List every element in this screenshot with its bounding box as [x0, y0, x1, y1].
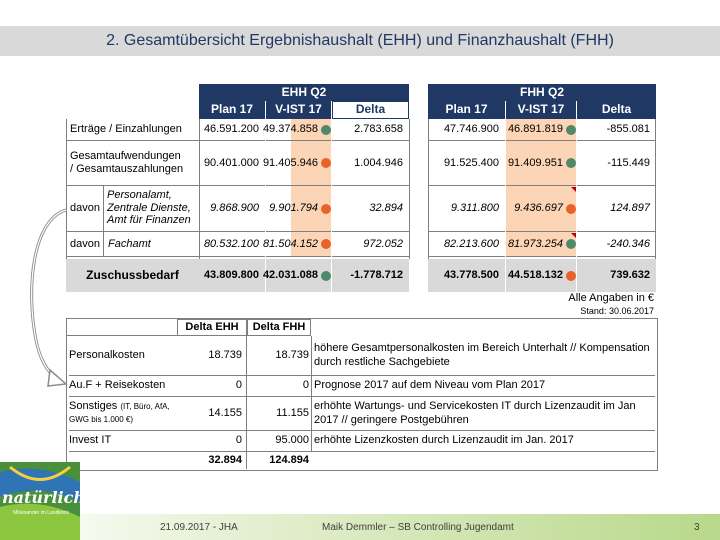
- row-label-zuschussbedarf: Zuschussbedarf: [66, 259, 199, 292]
- fhh-plan-cell: 47.746.900: [428, 119, 505, 141]
- fhh-vist-cell: [506, 232, 576, 257]
- ehh-vist-value: 91.405.946: [262, 156, 318, 169]
- curved-arrow-icon: [22, 200, 72, 390]
- overview-table: [66, 84, 656, 292]
- row-label-personalkosten: Personalkosten: [69, 336, 177, 376]
- comment-cell: erhöhte Lizenzkosten durch Lizenzaudit im Jan. 2017: [311, 431, 655, 452]
- footer-date: 21.09.2017 - JHA: [160, 522, 238, 533]
- ehh-header: EHH Q2: [199, 84, 409, 101]
- status-dot: [566, 239, 576, 249]
- title-bar: [0, 26, 720, 56]
- ehh-vist-cell: [262, 141, 331, 186]
- fhh-vist-cell: [506, 259, 576, 292]
- row-label-auf-reisekosten: Au.F + Reisekosten: [69, 376, 177, 397]
- fhh-vist-value: 9.436.697: [514, 202, 563, 215]
- row-label-sonstiges: [69, 397, 177, 431]
- status-dot: [321, 204, 331, 214]
- ehh-delta-cell: 32.894: [332, 186, 409, 232]
- comment-cell: Prognose 2017 auf dem Niveau vom Plan 2017: [311, 376, 655, 397]
- column-divider: [199, 119, 200, 259]
- ehh-vist-value: 81.504.152: [262, 237, 318, 250]
- row-label-detail: (IT, Büro, AfA, GWG bis 1.000 €): [69, 402, 170, 425]
- delta-fhh-cell: 95.000: [247, 431, 311, 452]
- ehh-vist-value: 42.031.088: [262, 269, 318, 282]
- row-label-text: Sonstiges: [69, 400, 118, 412]
- row-label-invest-it: Invest IT: [69, 431, 177, 452]
- ehh-plan-cell: 43.809.800: [199, 259, 265, 292]
- row-label-text: Gesamtaufwendungen / Gesamtauszahlungen: [70, 150, 184, 175]
- ehh-plan-cell: 80.532.100: [199, 232, 265, 257]
- ehh-plan-cell: 90.401.000: [199, 141, 265, 186]
- fhh-delta-cell: -855.081: [577, 119, 656, 141]
- ehh-col-plan: Plan 17: [199, 101, 265, 119]
- status-dot: [566, 158, 576, 168]
- ehh-plan-cell: 9.868.900: [199, 186, 265, 232]
- status-dot: [321, 125, 331, 135]
- logo-subtext: Miteinander im Landkreis: [13, 510, 69, 516]
- total-delta-ehh: 32.894: [177, 452, 247, 469]
- status-dot: [321, 158, 331, 168]
- fhh-plan-cell: 9.311.800: [428, 186, 505, 232]
- ehh-delta-cell: -1.778.712: [332, 259, 409, 292]
- fhh-delta-cell: 124.897: [577, 186, 656, 232]
- fhh-vist-value: 81.973.254: [507, 237, 563, 250]
- fhh-vist-value: 46.891.819: [507, 123, 563, 136]
- column-divider: [409, 119, 410, 259]
- note-amounts: Alle Angaben in €: [568, 292, 654, 304]
- status-dot: [566, 125, 576, 135]
- ehh-vist-cell: [262, 119, 331, 141]
- status-dot: [321, 239, 331, 249]
- col-delta-ehh: Delta EHH: [177, 319, 247, 336]
- ehh-vist-value: 9.901.794: [269, 202, 318, 215]
- fhh-header: FHH Q2: [428, 84, 656, 101]
- delta-ehh-cell: 18.739: [177, 336, 247, 376]
- fhh-col-plan: Plan 17: [428, 101, 505, 119]
- fhh-vist-value: 91.409.951: [507, 156, 563, 169]
- status-dot: [321, 271, 331, 281]
- ehh-delta-cell: 972.052: [332, 232, 409, 257]
- ehh-plan-cell: 46.591.200: [199, 119, 265, 141]
- fhh-vist-cell: [506, 141, 576, 186]
- fhh-vist-cell: [506, 186, 576, 232]
- fhh-vist-cell: [506, 119, 576, 141]
- row-prefix-davon: davon: [66, 232, 104, 257]
- delta-fhh-cell: 18.739: [247, 336, 311, 376]
- ehh-col-delta: Delta: [332, 101, 409, 119]
- delta-fhh-cell: 11.155: [247, 397, 311, 431]
- row-label-text: Personalamt, Zentrale Dienste, Amt für Finanzen: [107, 189, 191, 227]
- fhh-plan-cell: 82.213.600: [428, 232, 505, 257]
- row-label-aufwendungen: [66, 141, 199, 186]
- fhh-delta-cell: -115.449: [577, 141, 656, 186]
- fhh-col-delta: Delta: [577, 101, 656, 119]
- logo-text: natürlich!: [2, 488, 93, 507]
- note-date: Stand: 30.06.2017: [580, 306, 654, 316]
- row-prefix-davon: davon: [66, 186, 104, 232]
- status-dot: [566, 204, 576, 214]
- ehh-col-vist: V-IST 17: [266, 101, 331, 119]
- footer-page-number: 3: [694, 522, 700, 533]
- ehh-vist-cell: [262, 232, 331, 257]
- header-spacer: [67, 319, 177, 336]
- footer-author: Maik Demmler – SB Controlling Jugendamt: [322, 522, 514, 533]
- comment-marker: [571, 187, 576, 192]
- delta-ehh-cell: 0: [177, 431, 247, 452]
- row-label-fachamt: Fachamt: [104, 232, 199, 257]
- delta-fhh-cell: 0: [247, 376, 311, 397]
- row-label-personalamt: [104, 186, 199, 232]
- fhh-delta-cell: 739.632: [577, 259, 656, 292]
- logo: [0, 462, 93, 540]
- comment-cell: erhöhte Wartungs- und Servicekosten IT durch Lizenzaudit im Jan 2017 // geringere Postgebühren: [311, 397, 655, 431]
- status-dot: [566, 271, 576, 281]
- fhh-vist-value: 44.518.132: [507, 269, 563, 282]
- col-delta-fhh: Delta FHH: [247, 319, 311, 336]
- comment-marker: [571, 233, 576, 238]
- ehh-vist-value: 49.374.858: [262, 123, 318, 136]
- delta-ehh-cell: 0: [177, 376, 247, 397]
- fhh-plan-cell: 43.778.500: [428, 259, 505, 292]
- fhh-col-vist: V-IST 17: [506, 101, 576, 119]
- ehh-delta-cell: 2.783.658: [332, 119, 409, 141]
- total-delta-fhh: 124.894: [269, 453, 309, 466]
- comment-cell: höhere Gesamtpersonalkosten im Bereich Unterhalt // Kompensation durch restliche Sachgebiete: [311, 336, 655, 376]
- row-label-ertraege: Erträge / Einzahlungen: [66, 119, 199, 141]
- ehh-vist-cell: [266, 186, 331, 232]
- delta-ehh-cell: 14.155: [177, 397, 247, 431]
- page-title: 2. Gesamtübersicht Ergebnishaushalt (EHH) und Finanzhaushalt (FHH): [106, 32, 614, 49]
- fhh-plan-cell: 91.525.400: [428, 141, 505, 186]
- column-divider: [655, 119, 656, 259]
- fhh-delta-cell: -240.346: [577, 232, 656, 257]
- ehh-vist-cell: [262, 259, 331, 292]
- column-divider: [428, 119, 429, 259]
- delta-explanation-table: [66, 318, 658, 471]
- ehh-delta-cell: 1.004.946: [332, 141, 409, 186]
